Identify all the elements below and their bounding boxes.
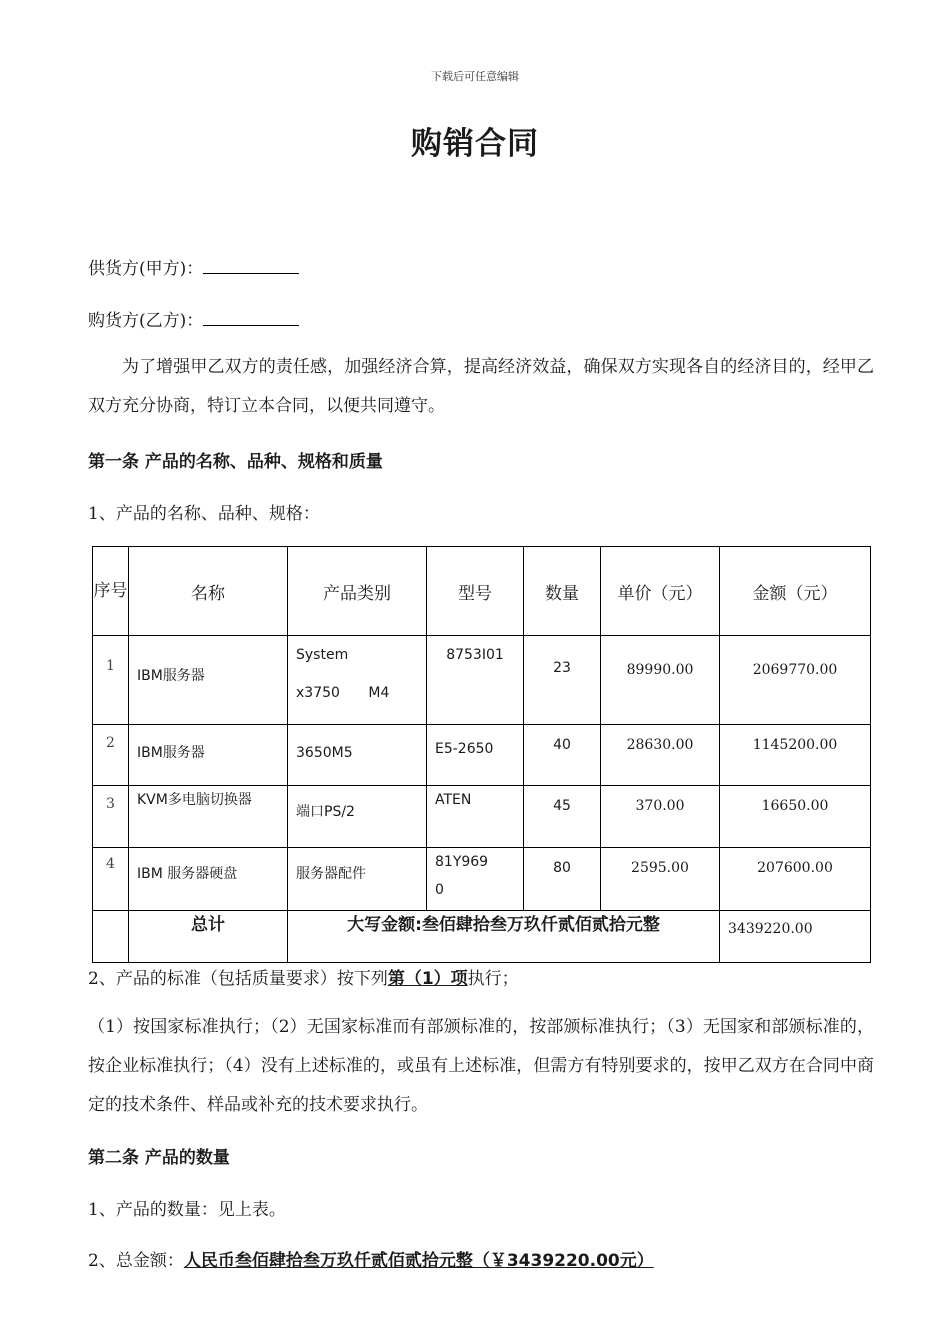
row-qty: 23 [553, 660, 571, 676]
total-label: 总计 [191, 915, 225, 935]
total-empty-cell [93, 911, 129, 963]
row-no: 3 [106, 796, 115, 812]
article2-item1: 1、产品的数量：见上表。 [88, 1200, 286, 1220]
row-category: System x3750 M4 [296, 647, 390, 701]
article2-heading: 第二条 产品的数量 [88, 1148, 230, 1168]
buyer-line [88, 306, 299, 331]
supplier-line [88, 254, 299, 279]
item2-choice: 第（1）项 [387, 969, 468, 989]
table-row [93, 848, 871, 911]
row-amount: 1145200.00 [752, 737, 838, 753]
table-row [93, 786, 871, 848]
row-category: 端口PS/2 [296, 804, 355, 820]
row-price: 28630.00 [626, 737, 694, 753]
supplier-label: 供货方(甲方)： [88, 259, 204, 279]
article2-item2 [88, 1246, 654, 1271]
row-name: IBM服务器 [137, 668, 205, 684]
item2-suffix: 执行； [467, 969, 519, 989]
row-qty: 40 [553, 737, 571, 753]
row-price: 2595.00 [631, 860, 689, 876]
row-name: KVM多电脑切换器 [137, 792, 252, 808]
standards-paragraph: （1）按国家标准执行；（2）无国家标准而有部颁标准的，按部颁标准执行；（3）无国家和部颁标准的，按企业标准执行；（4）没有上述标准的，或虽有上述标准，但需方有特别要求的，按甲乙双方在合同中商定的技术条件、样品或补充的技术要求执行。 [88, 1017, 874, 1115]
row-model: ATEN [435, 792, 472, 808]
product-table [92, 546, 871, 963]
article1-heading: 第一条 产品的名称、品种、规格和质量 [88, 452, 383, 472]
total-amount-text: 人民币叁佰肆拾叁万玖仟贰佰贰拾元整（￥3439220.00元） [183, 1251, 654, 1271]
total-words: 大写金额:叁佰肆拾叁万玖仟贰佰贰拾元整 [347, 915, 660, 935]
total-amount: 3439220.00 [728, 921, 813, 937]
row-qty: 45 [553, 798, 571, 814]
row-qty: 80 [553, 860, 571, 876]
row-price: 89990.00 [626, 662, 694, 678]
row-category: 3650M5 [296, 745, 353, 761]
total-amount-label: 2、总金额： [88, 1251, 184, 1271]
row-category: 服务器配件 [296, 866, 366, 882]
buyer-label: 购货方(乙方)： [88, 311, 204, 331]
table-total-row [93, 911, 871, 963]
item2-prefix: 2、产品的标准（包括质量要求）按下列 [88, 969, 388, 989]
table-row [93, 636, 871, 725]
row-amount: 16650.00 [761, 798, 829, 814]
row-price: 370.00 [635, 798, 685, 814]
table-row [93, 725, 871, 786]
header-name: 名称 [129, 547, 288, 636]
article1-item1: 1、产品的名称、品种、规格： [88, 504, 320, 524]
supplier-blank [203, 259, 299, 274]
intro-paragraph: 为了增强甲乙双方的责任感，加强经济合算，提高经济效益，确保双方实现各自的经济目的，经甲乙双方充分协商，特订立本合同，以便共同遵守。 [88, 357, 874, 416]
header-note: 下载后可任意编辑 [431, 70, 519, 83]
row-no: 4 [106, 856, 115, 872]
row-model: 8753I01 [446, 647, 504, 663]
row-name: IBM 服务器硬盘 [137, 866, 238, 882]
row-amount: 207600.00 [757, 860, 833, 876]
header-amount: 金额（元） [720, 547, 871, 636]
header-category: 产品类别 [288, 547, 427, 636]
header-model: 型号 [427, 547, 524, 636]
document-title: 购销合同 [411, 126, 539, 162]
header-no: 序号 [93, 547, 129, 636]
row-amount: 2069770.00 [752, 662, 838, 678]
table-header-row [93, 547, 871, 636]
row-model: 81Y9690 [435, 854, 489, 898]
row-name: IBM服务器 [137, 745, 205, 761]
row-no: 1 [106, 658, 115, 674]
row-no: 2 [106, 735, 115, 751]
article1-item2 [88, 964, 519, 989]
header-price: 单价（元） [601, 547, 720, 636]
row-model: E5-2650 [435, 741, 494, 757]
header-qty: 数量 [524, 547, 601, 636]
buyer-blank [203, 311, 299, 326]
